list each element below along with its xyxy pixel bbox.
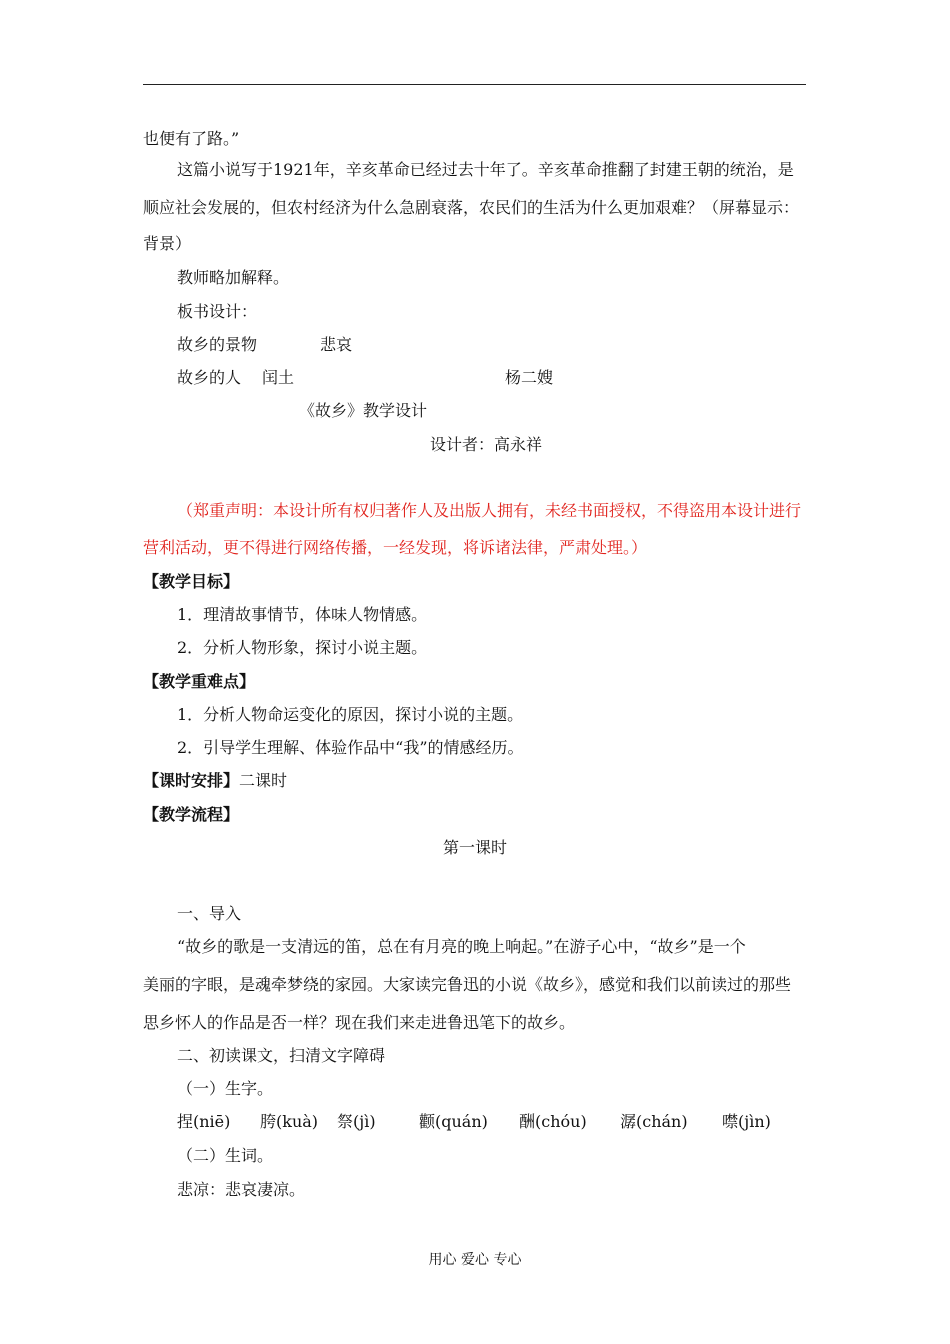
vocab-item: 悲凉：悲哀凄凉。 [177,1180,306,1199]
character-list [177,1112,797,1132]
list-item: 1．理清故事情节，体味人物情感。 [177,605,428,624]
board-row [177,335,577,355]
character-item: 祭(jì) [337,1112,376,1131]
lesson-title: 第一课时 [443,838,508,857]
section-heading [143,771,287,791]
character-item: 捏(niē) [177,1112,231,1131]
character-item: 噤(jìn) [722,1112,771,1131]
character-item: 潺(chán) [620,1112,688,1131]
paragraph-line: 这篇小说写于1921年，辛亥革命已经过去十年了。辛亥革命推翻了封建王朝的统治，是 [177,160,794,179]
designer-line: 设计者：高永祥 [430,435,543,454]
sub-heading: （一）生字。 [177,1079,274,1098]
character-item: 酬(chóu) [519,1112,587,1131]
board-cell: 悲哀 [320,335,353,354]
copyright-notice: 营利活动，更不得进行网络传播，一经发现，将诉诸法律，严肃处理。） [143,538,648,557]
sub-heading: （二）生词。 [177,1146,274,1165]
list-item: 2．引导学生理解、体验作品中“我”的情感经历。 [177,738,524,757]
paragraph-line: 教师略加解释。 [177,268,290,287]
copyright-notice: （郑重声明：本设计所有权归著作人及出版人拥有，未经书面授权，不得盗用本设计进行 [177,501,802,520]
heading-label: 【课时安排】 [143,771,240,790]
board-cell: 杨二嫂 [505,368,554,387]
section-heading: 【教学流程】 [143,805,240,824]
header-rule [143,84,806,85]
character-item: 颧(quán) [419,1112,488,1131]
subsection-heading: 一、导入 [177,904,242,923]
paragraph-line: 背景） [143,234,192,253]
heading-value: 二课时 [239,771,288,790]
list-item: 1．分析人物命运变化的原因，探讨小说的主题。 [177,705,524,724]
paragraph-line: 顺应社会发展的，但农村经济为什么急剧衰落，农民们的生活为什么更加艰难？（屏幕显示： [143,198,800,217]
text-line: 也便有了路。” [143,129,240,148]
board-title: 板书设计： [177,302,258,321]
board-cell: 故乡的景物 [177,335,258,354]
paragraph-line: “故乡的歌是一支清远的笛，总在有月亮的晚上响起。”在游子心中，“故乡”是一个 [177,937,746,956]
board-cell: 闰土 [262,368,295,387]
page-footer: 用心 爱心 专心 [428,1252,522,1268]
board-cell: 故乡的人 [177,368,242,387]
document-title: 《故乡》教学设计 [299,401,428,420]
paragraph-line: 美丽的字眼，是魂牵梦绕的家园。大家读完鲁迅的小说《故乡》，感觉和我们以前读过的那些 [143,975,792,994]
board-row [177,368,597,388]
character-item: 胯(kuà) [260,1112,319,1131]
section-heading: 【教学重难点】 [143,672,256,691]
subsection-heading: 二、初读课文，扫清文字障碍 [177,1046,386,1065]
section-heading: 【教学目标】 [143,572,240,591]
list-item: 2．分析人物形象，探讨小说主题。 [177,638,428,657]
paragraph-line: 思乡怀人的作品是否一样？现在我们来走进鲁迅笔下的故乡。 [143,1013,576,1032]
